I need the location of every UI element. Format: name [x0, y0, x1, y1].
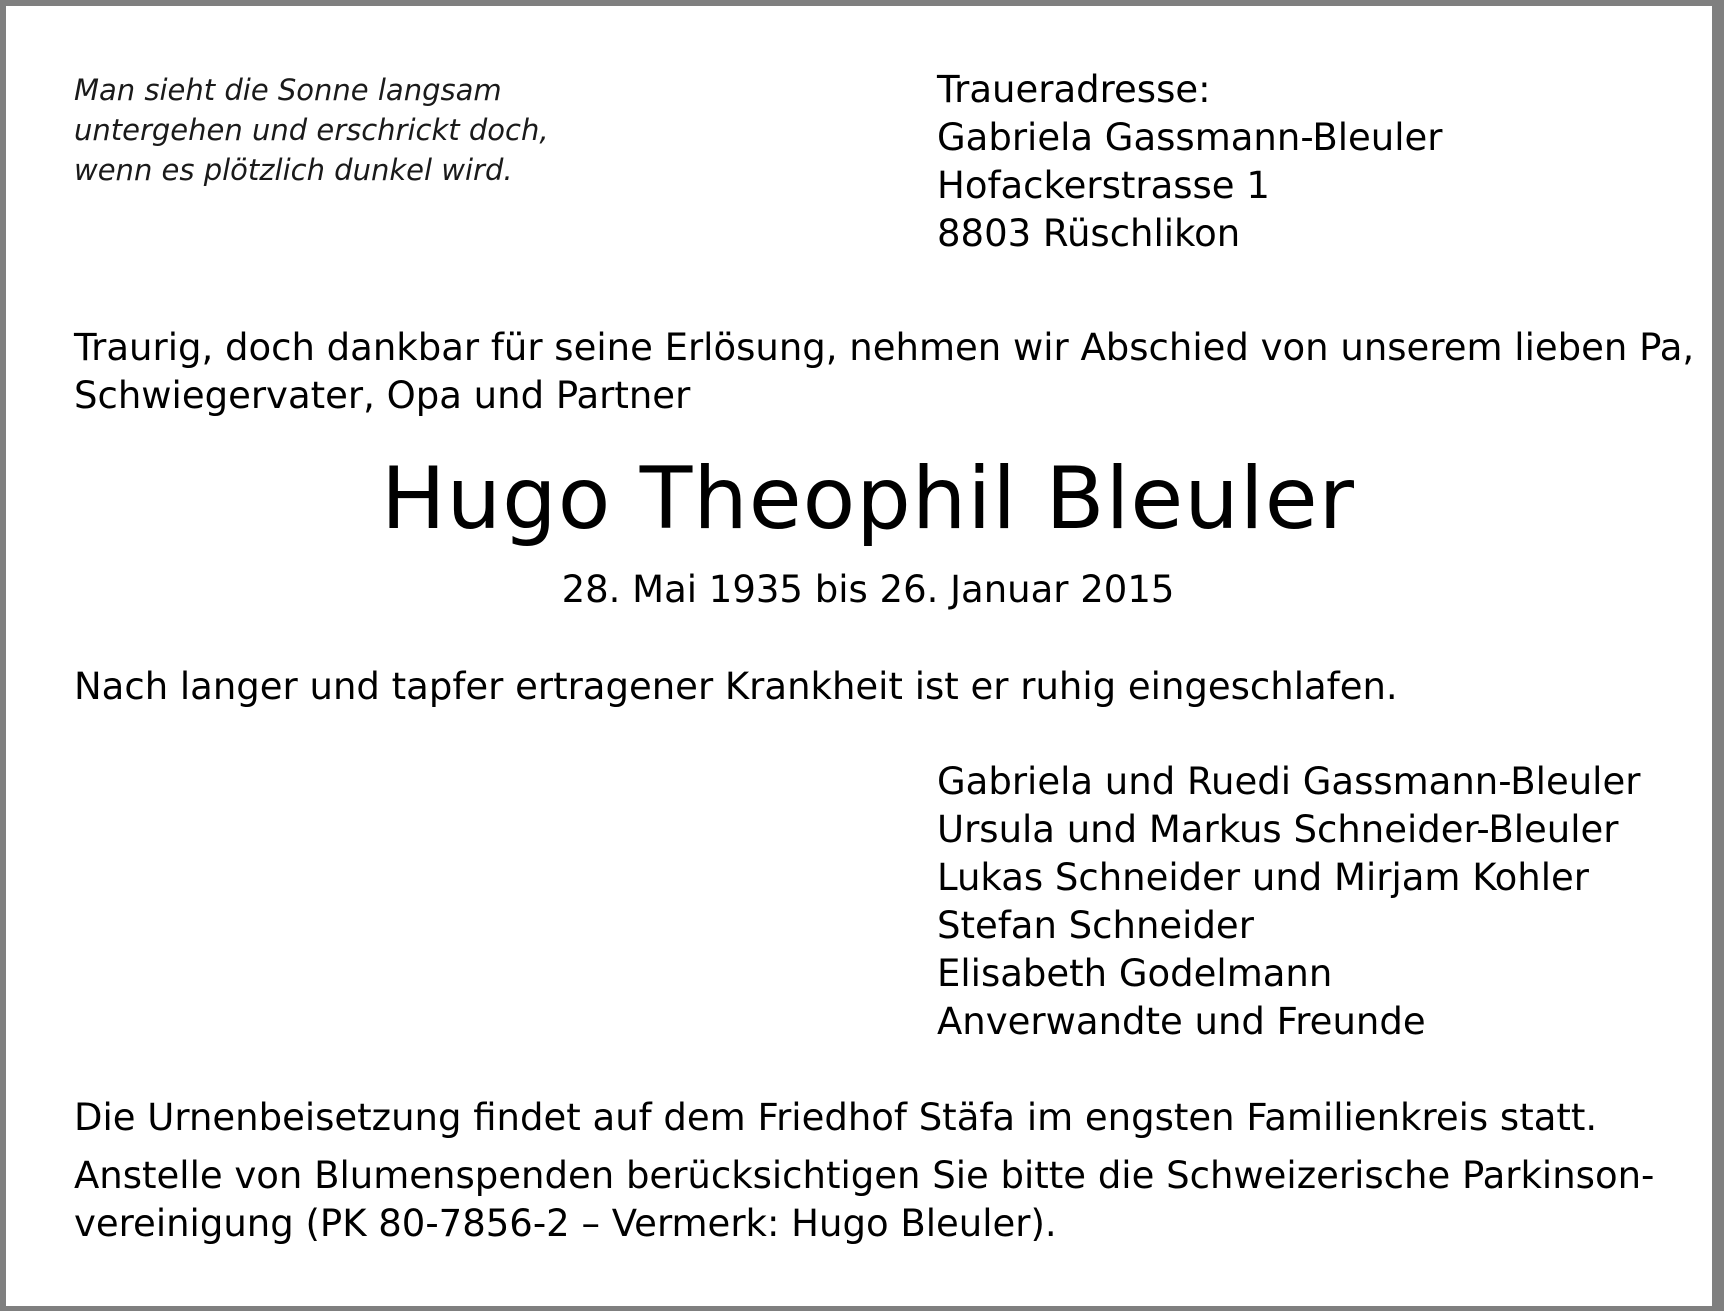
motto-quote [74, 70, 549, 190]
mourners-list [937, 758, 1640, 1046]
donation-line: vereinigung (PK 80-7856-2 – Vermerk: Hugo Bleuler). [74, 1202, 1057, 1245]
intro-line: Traurig, doch dankbar für seine Erlösung, nehmen wir Abschied von unserem lieben Pa, [74, 326, 1695, 369]
mourner-item: Lukas Schneider und Mirjam Kohler [937, 856, 1589, 899]
address-street: Hofackerstrasse 1 [937, 164, 1270, 207]
mourner-item: Elisabeth Godelmann [937, 952, 1333, 995]
deceased-name: Hugo Theophil Bleuler [381, 449, 1355, 549]
mourner-item: Ursula und Markus Schneider-Bleuler [937, 808, 1619, 851]
mourner-item: Stefan Schneider [937, 904, 1254, 947]
address-heading: Traueradresse: [937, 68, 1211, 111]
address-city: 8803 Rüschlikon [937, 212, 1241, 255]
illness-text: Nach langer und tapfer ertragener Krankheit ist er ruhig eingeschlafen. [74, 665, 1398, 708]
motto-line: wenn es plötzlich dunkel wird. [74, 153, 513, 187]
mourning-address [937, 66, 1442, 258]
life-dates: 28. Mai 1935 bis 26. Januar 2015 [561, 568, 1175, 611]
intro-text [74, 324, 1695, 420]
motto-line: untergehen und erschrickt doch, [74, 113, 549, 147]
burial-text: Die Urnenbeisetzung findet auf dem Friedhof Stäfa im engsten Familienkreis statt. [74, 1096, 1598, 1139]
mourner-item: Anverwandte und Freunde [937, 1000, 1426, 1043]
intro-line: Schwiegervater, Opa und Partner [74, 374, 691, 417]
donation-text [74, 1152, 1654, 1248]
mourner-item: Gabriela und Ruedi Gassmann-Bleuler [937, 760, 1641, 803]
address-name: Gabriela Gassmann-Bleuler [937, 116, 1443, 159]
motto-line: Man sieht die Sonne langsam [74, 73, 502, 107]
donation-line: Anstelle von Blumenspenden berücksichtigen Sie bitte die Schweizerische Parkinson- [74, 1154, 1655, 1197]
